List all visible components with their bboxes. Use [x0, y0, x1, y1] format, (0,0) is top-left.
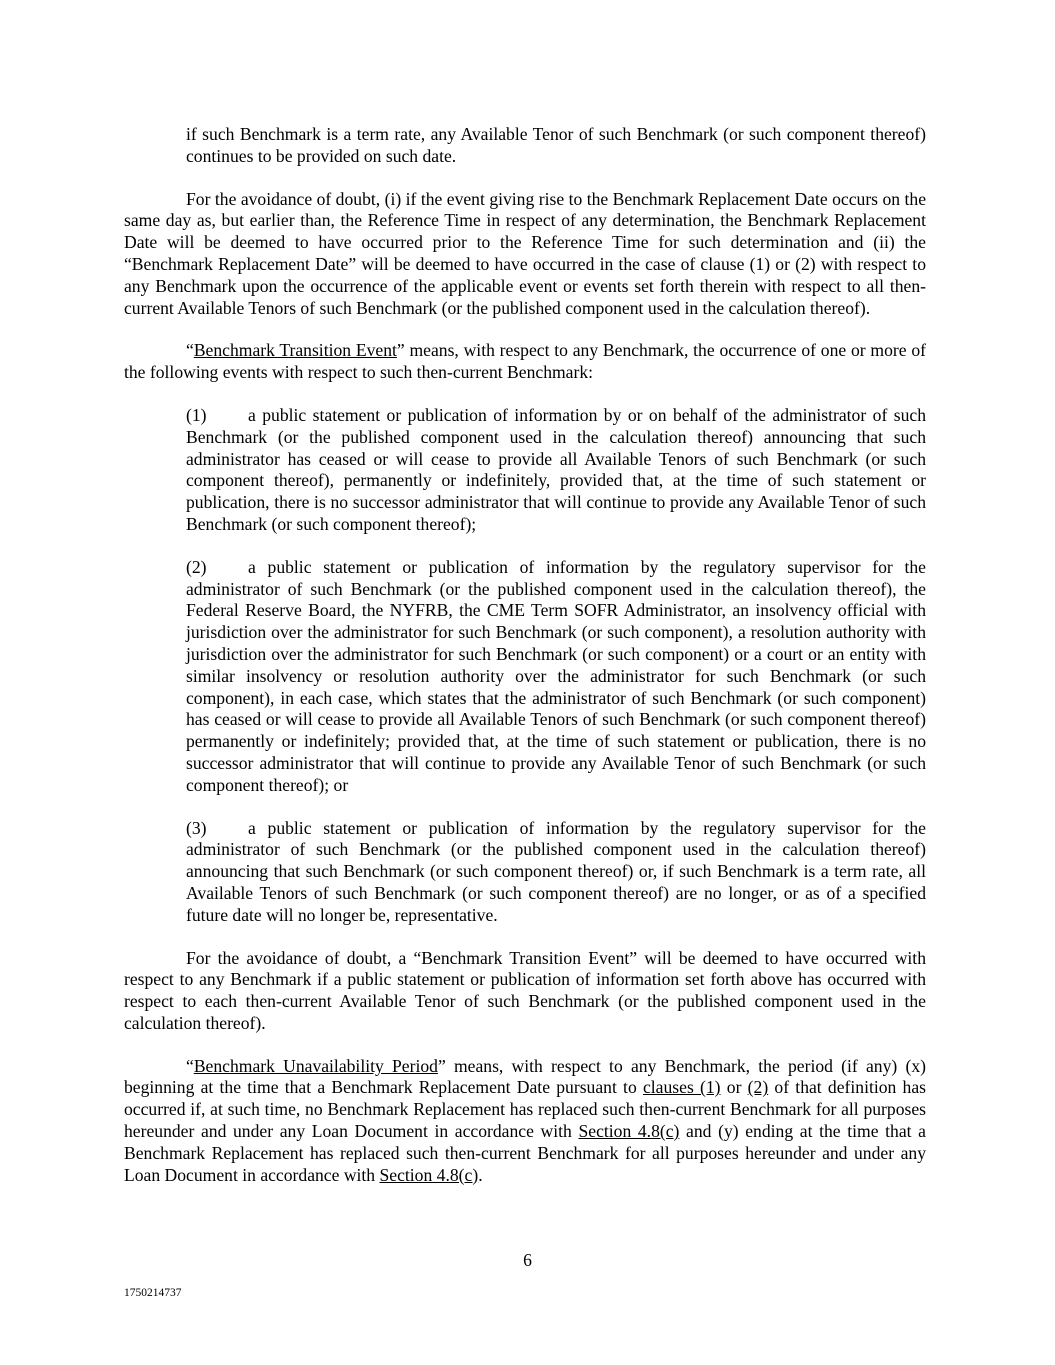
clause-2-reference: (2) [747, 1077, 769, 1098]
clause-text: a public statement or publication of information by or on behalf of the administrator of such Benchmark (or the published component used in the calculation thereof) announcing that such administrator has ceased or will cease to provide all Available Tenors of such Benchmark (or such component thereof), permanently or indefinitely, provided that, at the time of such statement or publication, there is no successor administrator that will continue to provide any Available Tenor of such Benchmark (or such component thereof); [186, 404, 926, 534]
open-quote: “ [186, 340, 194, 361]
clause-number: (3) [186, 817, 207, 838]
benchmark-transition-event-definition [124, 340, 926, 384]
defined-term-benchmark-transition-event: Benchmark Transition Event [193, 340, 397, 361]
avoidance-of-doubt-paragraph-1: For the avoidance of doubt, (i) if the event giving rise to the Benchmark Replacement Date occurs on the same day as, but earlier than, the Reference Time in respect of any determination, the Benchmark Replacement Date will be deemed to have occurred prior to the Reference Time for such determination and (ii) the “Benchmark Replacement Date” will be deemed to have occurred in the case of clause (1) or (2) with respect to any Benchmark upon the occurrence of the applicable event or events set forth therein with respect to all then-current Available Tenors of such Benchmark (or the published component used in the calculation thereof). [124, 188, 926, 318]
defined-term-benchmark-unavailability-period: Benchmark Unavailability Period [193, 1055, 438, 1076]
document-id: 1750214737 [124, 1287, 182, 1299]
benchmark-unavailability-period-definition [124, 1056, 926, 1187]
definition-text: ” means, with respect to any Benchmark, the occurrence of one or more of the following events with respect to such then-current Benchmark: [124, 340, 926, 383]
page-number: 6 [523, 1250, 532, 1270]
open-quote: “ [186, 1055, 194, 1076]
clause-1 [186, 405, 926, 536]
clause-3 [186, 818, 926, 927]
definition-text: ” means, with respect to any Benchmark, the period (if any) (x) beginning at the time that a Benchmark Replacement Date pursuant to [124, 1055, 926, 1098]
avoidance-of-doubt-paragraph-2: For the avoidance of doubt, a “Benchmark Transition Event” will be deemed to have occurred with respect to any Benchmark if a public statement or publication of information set forth above has occurred with respect to each then-current Available Tenor of such Benchmark (or the published component used in the calculation thereof). [124, 947, 926, 1033]
definition-text: and (y) ending at the time that a Benchmark Replacement has replaced such then-current Benchmark for all purposes hereunder and under any Loan Document in accordance with [124, 1121, 926, 1185]
continued-paragraph: if such Benchmark is a term rate, any Available Tenor of such Benchmark (or such component thereof) continues to be provided on such date. [186, 124, 926, 166]
section-reference: Section 4.8(c) [578, 1121, 680, 1142]
definition-text: . [478, 1164, 483, 1185]
section-reference: Section 4.8(c) [379, 1164, 479, 1185]
clause-text: a public statement or publication of information by the regulatory supervisor for the administrator of such Benchmark (or the published component used in the calculation thereof), the Federal Reserve Board, the NYFRB, the CME Term SOFR Administrator, an insolvency official with jurisdiction over the administrator for such Benchmark (or such component), a resolution authority with jurisdiction over the administrator for such Benchmark (or such component) or a court or an entity with similar insolvency or resolution authority over the administrator for such Benchmark (or such component), in each case, which states that the administrator of such Benchmark (or such component) has ceased or will cease to provide all Available Tenors of such Benchmark (or such component thereof) permanently or indefinitely; provided that, at the time of such statement or publication, there is no successor administrator that will continue to provide any Available Tenor of such Benchmark (or such component thereof); or [186, 556, 926, 795]
document-body [124, 124, 926, 1207]
definition-text: or [720, 1077, 748, 1098]
clause-2 [186, 557, 926, 797]
clause-number: (1) [186, 404, 207, 425]
definition-text: of that definition has occurred if, at such time, no Benchmark Replacement has replaced such then-current Benchmark for all purposes hereunder and under any Loan Document in accordance with [124, 1077, 927, 1142]
clause-text: a public statement or publication of information by the regulatory supervisor for the administrator of such Benchmark (or the published component used in the calculation thereof) announcing that such Benchmark (or such component thereof) or, if such Benchmark is a term rate, all Available Tenors of such Benchmark (or such component thereof) are no longer, or as of a specified future date will no longer be, representative. [186, 817, 926, 925]
clause-number: (2) [186, 556, 207, 577]
clauses-1-reference: clauses (1) [642, 1077, 721, 1098]
